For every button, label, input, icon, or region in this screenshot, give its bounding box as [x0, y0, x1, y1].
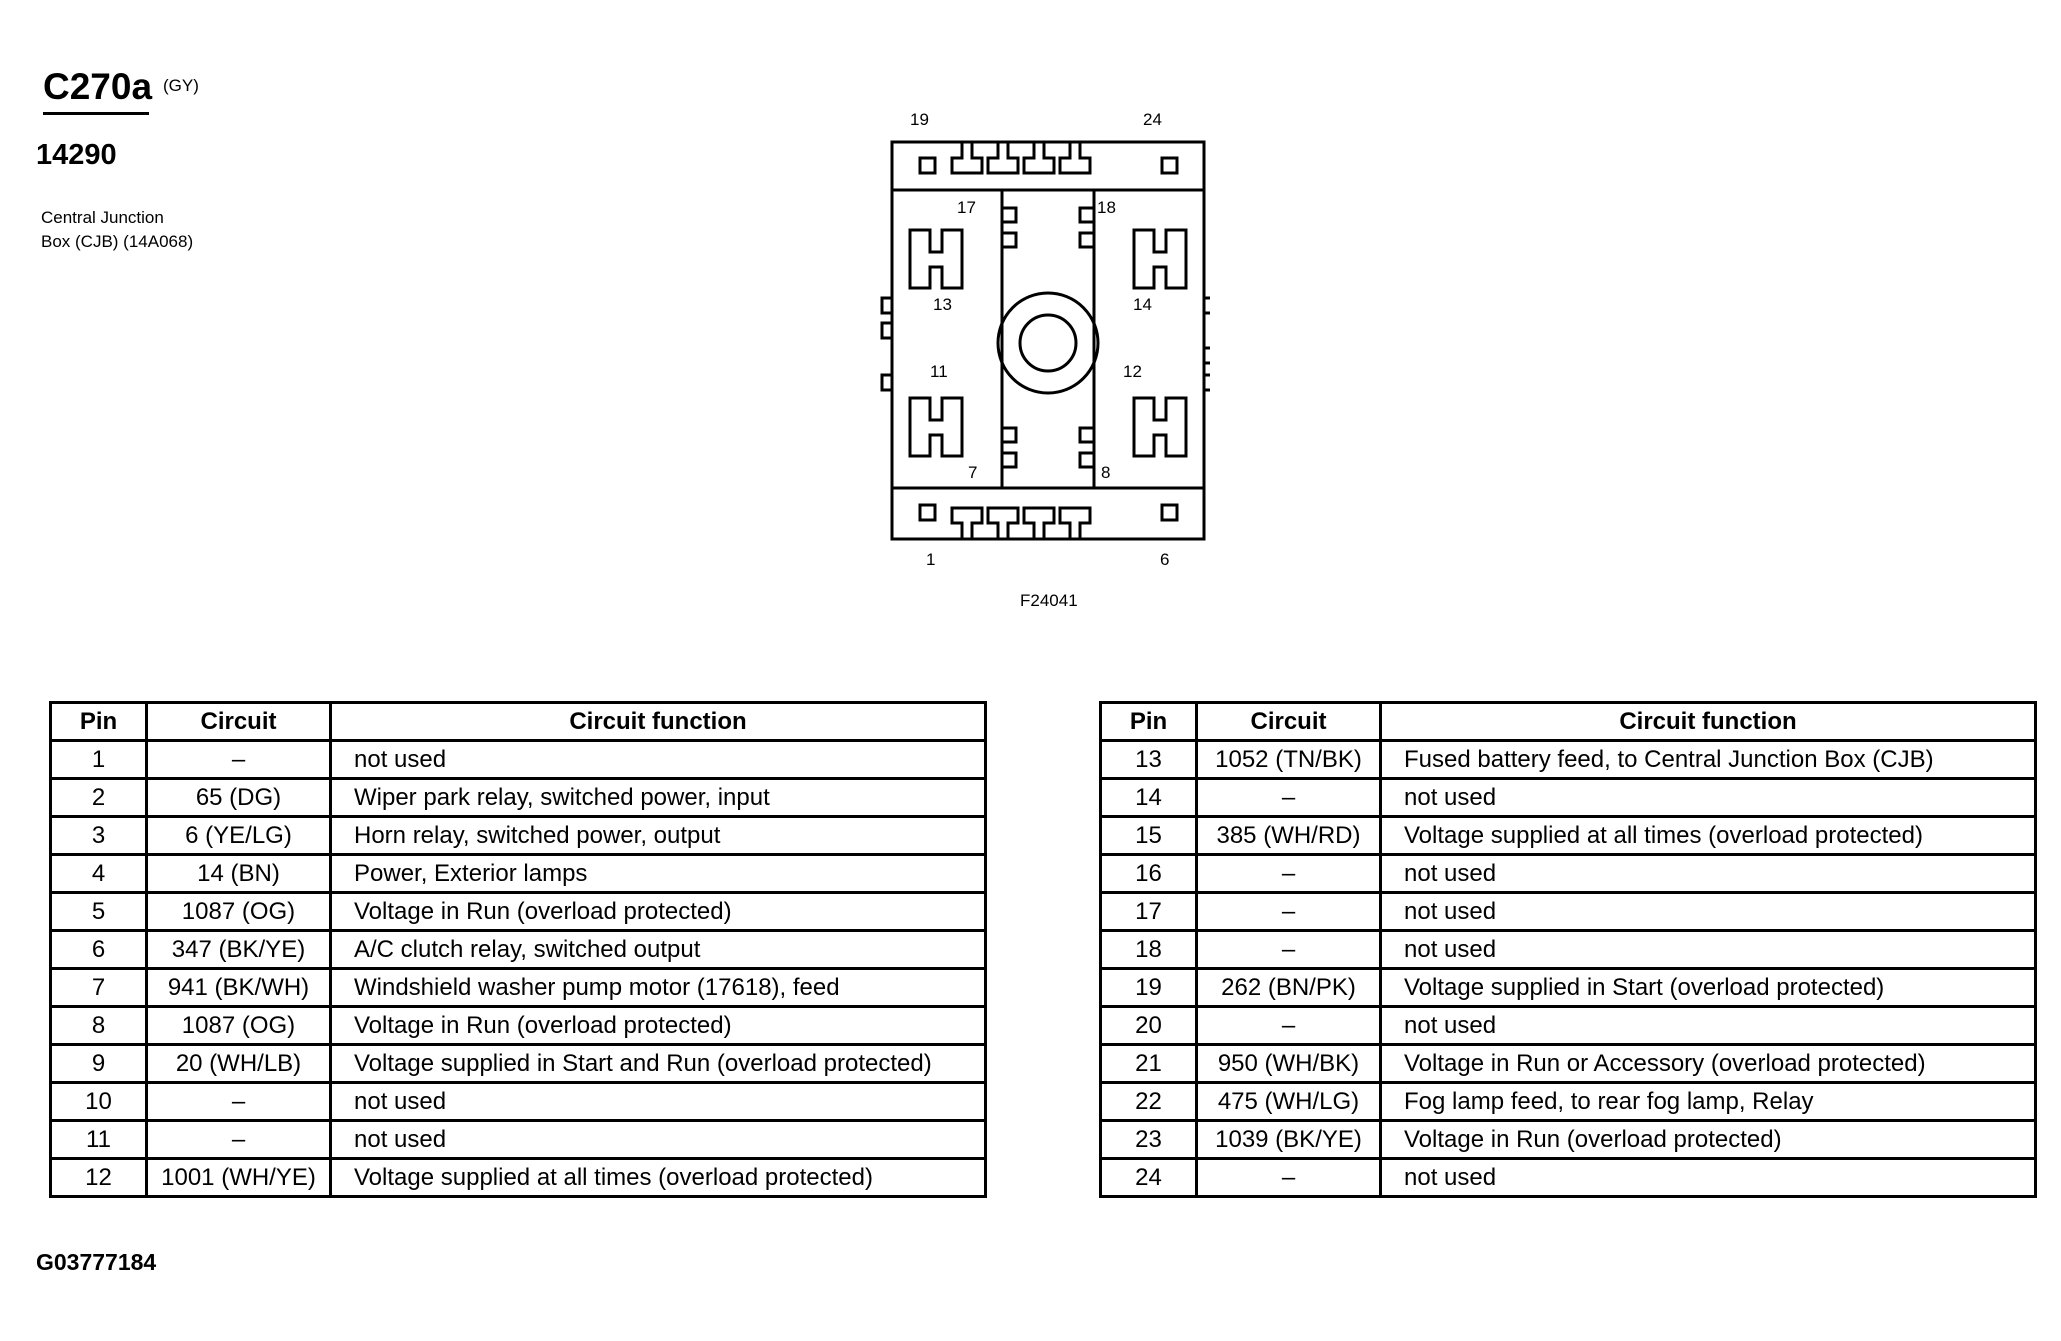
function-cell: not used — [1381, 779, 2036, 817]
terminal-tab — [952, 508, 982, 539]
function-cell: A/C clutch relay, switched output — [331, 931, 986, 969]
circuit-cell: 1087 (OG) — [147, 1007, 331, 1045]
center-boss-outer — [998, 293, 1098, 393]
terminal-square — [1162, 505, 1177, 520]
table-row — [1101, 1045, 2036, 1083]
header-circuit: Circuit — [1197, 703, 1381, 741]
pin-cell: 14 — [1101, 779, 1197, 817]
pin-label-12: 12 — [1123, 362, 1142, 381]
pin-cell: 3 — [51, 817, 147, 855]
table-row — [51, 1159, 986, 1197]
circuit-cell: – — [1197, 779, 1381, 817]
circuit-cell: – — [147, 1083, 331, 1121]
function-cell: Voltage in Run or Accessory (overload protected) — [1381, 1045, 2036, 1083]
terminal-slot — [1080, 233, 1094, 247]
table-row — [1101, 817, 2036, 855]
table-row — [1101, 855, 2036, 893]
connector-face-diagram — [880, 130, 1210, 550]
header-pin: Pin — [51, 703, 147, 741]
pin-cell: 11 — [51, 1121, 147, 1159]
function-cell: Power, Exterior lamps — [331, 855, 986, 893]
function-cell: not used — [1381, 1159, 2036, 1197]
function-cell: not used — [1381, 1007, 2036, 1045]
part-number: 14290 — [36, 139, 117, 171]
pin-cell: 24 — [1101, 1159, 1197, 1197]
pin-label-17: 17 — [957, 198, 976, 217]
function-cell: Voltage supplied in Start (overload protected) — [1381, 969, 2036, 1007]
circuit-cell: 1087 (OG) — [147, 893, 331, 931]
terminal-tab — [1024, 508, 1054, 539]
pin-cell: 9 — [51, 1045, 147, 1083]
terminal-tab — [988, 142, 1018, 173]
function-cell: not used — [331, 741, 986, 779]
pin-cell: 18 — [1101, 931, 1197, 969]
description-line-2: Box (CJB) (14A068) — [41, 232, 194, 251]
center-boss-inner — [1020, 315, 1076, 371]
terminal-tab — [988, 508, 1018, 539]
header-function: Circuit function — [331, 703, 986, 741]
terminal-tab — [952, 142, 982, 173]
terminal-square — [920, 505, 935, 520]
table-row — [51, 779, 986, 817]
terminal-slot — [1002, 233, 1016, 247]
terminal-square — [920, 158, 935, 173]
function-cell: not used — [331, 1083, 986, 1121]
description-line-1: Central Junction — [41, 208, 164, 227]
table-row — [51, 1045, 986, 1083]
circuit-cell: 1001 (WH/YE) — [147, 1159, 331, 1197]
terminal-tab — [1060, 508, 1090, 539]
table-row — [1101, 1007, 2036, 1045]
table-row — [51, 1083, 986, 1121]
circuit-cell: – — [147, 1121, 331, 1159]
header-pin: Pin — [1101, 703, 1197, 741]
table-row — [51, 893, 986, 931]
pin-label-24: 24 — [1143, 110, 1162, 129]
function-cell: Voltage supplied at all times (overload protected) — [1381, 817, 2036, 855]
pin-table-left — [49, 701, 987, 1198]
terminal-tab — [1060, 142, 1090, 173]
pin-cell: 2 — [51, 779, 147, 817]
terminal-slot — [1080, 428, 1094, 442]
terminal-tab — [1024, 142, 1054, 173]
table-row — [1101, 969, 2036, 1007]
function-cell: not used — [1381, 855, 2036, 893]
table-row — [51, 741, 986, 779]
circuit-cell: 385 (WH/RD) — [1197, 817, 1381, 855]
circuit-cell: – — [1197, 1159, 1381, 1197]
pin-cell: 16 — [1101, 855, 1197, 893]
pin-cell: 1 — [51, 741, 147, 779]
circuit-cell: 262 (BN/PK) — [1197, 969, 1381, 1007]
table-row — [51, 817, 986, 855]
function-cell: Windshield washer pump motor (17618), feed — [331, 969, 986, 1007]
table-header-row — [1101, 703, 2036, 741]
pin-label-6: 6 — [1160, 550, 1170, 569]
header-function: Circuit function — [1381, 703, 2036, 741]
function-cell: not used — [331, 1121, 986, 1159]
pin-cell: 8 — [51, 1007, 147, 1045]
table-row — [1101, 1121, 2036, 1159]
circuit-cell: – — [1197, 931, 1381, 969]
table-header-row — [51, 703, 986, 741]
function-cell: Voltage in Run (overload protected) — [331, 1007, 986, 1045]
pin-cell: 20 — [1101, 1007, 1197, 1045]
circuit-cell: 950 (WH/BK) — [1197, 1045, 1381, 1083]
circuit-cell: 65 (DG) — [147, 779, 331, 817]
table-row — [51, 855, 986, 893]
terminal-square — [1162, 158, 1177, 173]
pin-cell: 23 — [1101, 1121, 1197, 1159]
table-row — [51, 1121, 986, 1159]
table-row — [1101, 741, 2036, 779]
function-cell: Fused battery feed, to Central Junction Box (CJB) — [1381, 741, 2036, 779]
function-cell: Voltage in Run (overload protected) — [331, 893, 986, 931]
pin-cell: 21 — [1101, 1045, 1197, 1083]
function-cell: Voltage supplied at all times (overload protected) — [331, 1159, 986, 1197]
pin-cell: 17 — [1101, 893, 1197, 931]
terminal-slot — [1080, 208, 1094, 222]
pin-label-8: 8 — [1101, 463, 1111, 482]
circuit-cell: 941 (BK/WH) — [147, 969, 331, 1007]
terminal-slot — [1002, 453, 1016, 467]
table-row — [1101, 1159, 2036, 1197]
circuit-cell: 347 (BK/YE) — [147, 931, 331, 969]
pin-cell: 4 — [51, 855, 147, 893]
pin-cell: 7 — [51, 969, 147, 1007]
circuit-cell: – — [147, 741, 331, 779]
header-circuit: Circuit — [147, 703, 331, 741]
document-id: G03777184 — [36, 1249, 157, 1275]
circuit-cell: 1052 (TN/BK) — [1197, 741, 1381, 779]
pin-label-7: 7 — [968, 463, 978, 482]
circuit-cell: 20 (WH/LB) — [147, 1045, 331, 1083]
pin-cell: 19 — [1101, 969, 1197, 1007]
circuit-cell: – — [1197, 1007, 1381, 1045]
pin-cell: 6 — [51, 931, 147, 969]
circuit-cell: 475 (WH/LG) — [1197, 1083, 1381, 1121]
function-cell: Voltage supplied in Start and Run (overload protected) — [331, 1045, 986, 1083]
function-cell: Voltage in Run (overload protected) — [1381, 1121, 2036, 1159]
relay-terminal-14 — [1134, 230, 1186, 288]
connector-name-underline — [43, 112, 149, 115]
function-cell: not used — [1381, 931, 2036, 969]
connector-outline — [892, 142, 1204, 539]
pin-label-1: 1 — [926, 550, 936, 569]
pin-cell: 15 — [1101, 817, 1197, 855]
figure-id: F24041 — [1020, 591, 1078, 610]
pin-cell: 13 — [1101, 741, 1197, 779]
pin-cell: 10 — [51, 1083, 147, 1121]
relay-terminal-12 — [1134, 398, 1186, 456]
circuit-cell: – — [1197, 893, 1381, 931]
circuit-cell: 14 (BN) — [147, 855, 331, 893]
circuit-cell: 6 (YE/LG) — [147, 817, 331, 855]
pin-label-13: 13 — [933, 295, 952, 314]
pin-label-14: 14 — [1133, 295, 1152, 314]
pin-label-19: 19 — [910, 110, 929, 129]
terminal-slot — [1002, 208, 1016, 222]
pin-cell: 22 — [1101, 1083, 1197, 1121]
table-row — [1101, 1083, 2036, 1121]
relay-terminal-13 — [910, 230, 962, 288]
circuit-cell: 1039 (BK/YE) — [1197, 1121, 1381, 1159]
function-cell: not used — [1381, 893, 2036, 931]
pin-cell: 12 — [51, 1159, 147, 1197]
connector-color: (GY) — [163, 76, 199, 95]
terminal-slot — [1002, 428, 1016, 442]
table-row — [51, 1007, 986, 1045]
relay-terminal-11 — [910, 398, 962, 456]
function-cell: Horn relay, switched power, output — [331, 817, 986, 855]
table-row — [1101, 779, 2036, 817]
function-cell: Fog lamp feed, to rear fog lamp, Relay — [1381, 1083, 2036, 1121]
pin-label-18: 18 — [1097, 198, 1116, 217]
terminal-slot — [1080, 453, 1094, 467]
connector-name: C270a — [43, 66, 153, 107]
function-cell: Wiper park relay, switched power, input — [331, 779, 986, 817]
table-row — [51, 931, 986, 969]
pin-label-11: 11 — [930, 362, 948, 381]
table-row — [51, 969, 986, 1007]
pin-table-right — [1099, 701, 2037, 1198]
circuit-cell: – — [1197, 855, 1381, 893]
pin-cell: 5 — [51, 893, 147, 931]
table-row — [1101, 931, 2036, 969]
table-row — [1101, 893, 2036, 931]
